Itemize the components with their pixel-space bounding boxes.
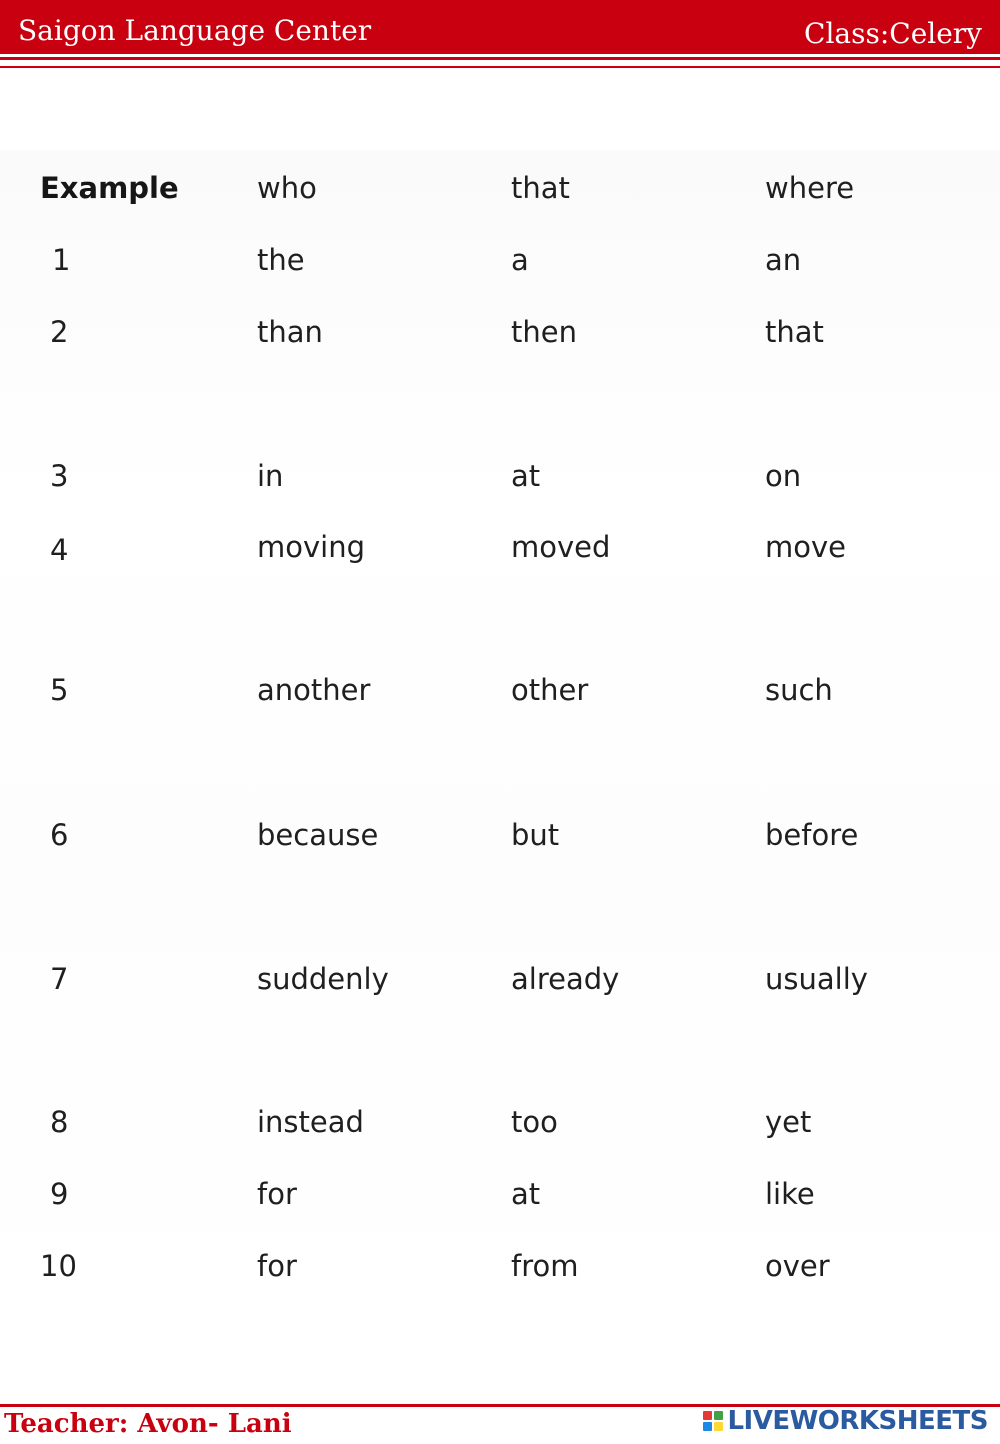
- word-option: on: [765, 459, 802, 493]
- word-option: such: [765, 673, 833, 707]
- row-number: 1: [52, 243, 71, 277]
- word-option: that: [511, 171, 570, 205]
- word-option: instead: [257, 1105, 364, 1139]
- word-option: at: [511, 459, 541, 493]
- liveworksheets-logo-icon: [703, 1411, 723, 1431]
- liveworksheets-logo-text: LIVEWORKSHEETS: [727, 1406, 988, 1436]
- word-option: moved: [511, 530, 611, 564]
- row-number: 4: [50, 533, 69, 567]
- word-option: an: [765, 243, 802, 277]
- teacher-name: Teacher: Avon- Lani: [4, 1409, 292, 1439]
- row-label-example: Example: [40, 171, 179, 205]
- word-option: the: [257, 243, 305, 277]
- word-option: at: [511, 1177, 541, 1211]
- liveworksheets-logo: [703, 1406, 988, 1436]
- word-option: yet: [765, 1105, 812, 1139]
- word-option: because: [257, 818, 379, 852]
- word-option: than: [257, 315, 323, 349]
- word-option: for: [257, 1177, 297, 1211]
- word-option: that: [765, 315, 824, 349]
- school-name: Saigon Language Center: [18, 14, 372, 47]
- word-option: already: [511, 962, 620, 996]
- row-number: 5: [50, 673, 69, 707]
- row-number: 9: [50, 1177, 69, 1211]
- class-label: Class:Celery: [804, 17, 982, 50]
- worksheet-scan-area: [0, 150, 1000, 1330]
- header-bar: [0, 0, 1000, 54]
- row-number: 8: [50, 1105, 69, 1139]
- word-option: a: [511, 243, 529, 277]
- word-option: moving: [257, 530, 365, 564]
- row-number: 3: [50, 459, 69, 493]
- row-number: 2: [50, 315, 69, 349]
- word-option: like: [765, 1177, 815, 1211]
- word-option: too: [511, 1105, 558, 1139]
- word-option: move: [765, 530, 846, 564]
- word-option: from: [511, 1249, 579, 1283]
- header-divider: [0, 57, 1000, 60]
- word-option: in: [257, 459, 284, 493]
- word-option: for: [257, 1249, 297, 1283]
- word-option: other: [511, 673, 589, 707]
- word-option: who: [257, 171, 317, 205]
- word-option: suddenly: [257, 962, 389, 996]
- word-option: over: [765, 1249, 830, 1283]
- word-option: but: [511, 818, 560, 852]
- header-divider-thin: [0, 66, 1000, 68]
- row-number: 6: [50, 818, 69, 852]
- word-option: before: [765, 818, 859, 852]
- word-option: usually: [765, 962, 868, 996]
- word-option: where: [765, 171, 855, 205]
- word-option: another: [257, 673, 371, 707]
- word-option: then: [511, 315, 577, 349]
- row-number: 10: [40, 1249, 77, 1283]
- row-number: 7: [50, 962, 69, 996]
